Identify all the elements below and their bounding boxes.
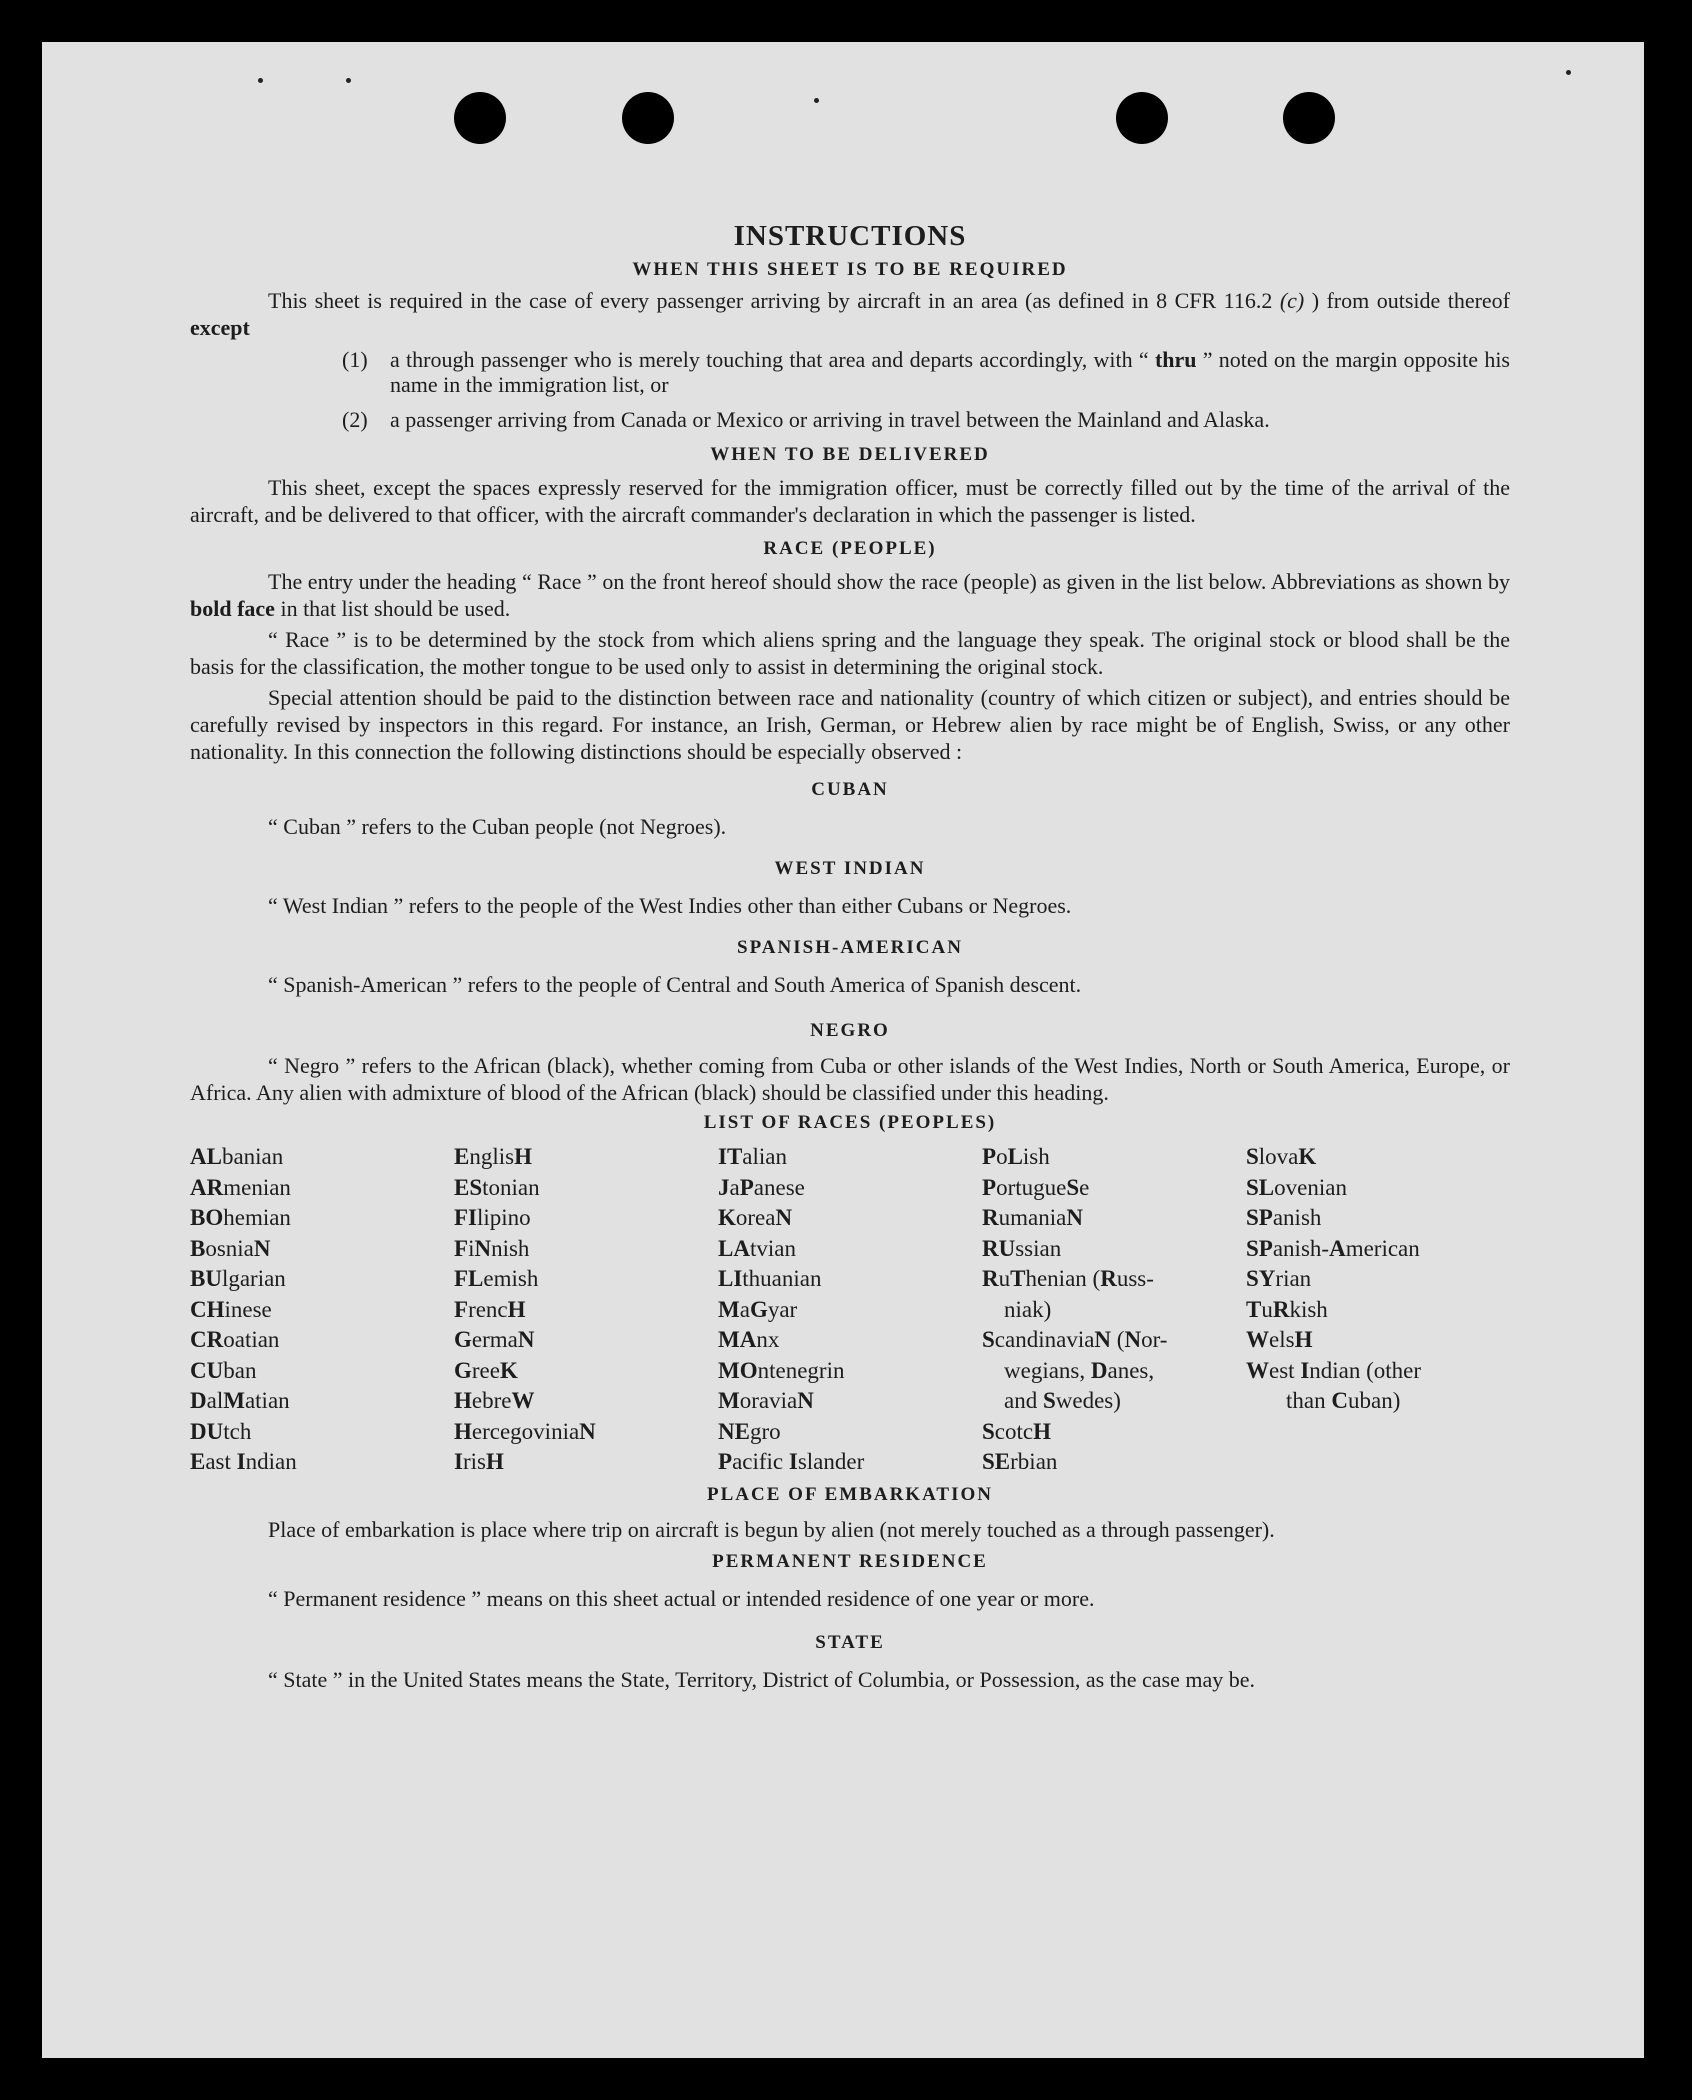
race-item: Pacific Islander [718, 1449, 865, 1474]
race-item: EnglisH [454, 1144, 532, 1169]
section-heading: NEGRO [810, 1020, 890, 1041]
list-item: (2) a passenger arriving from Canada or Mexico or arriving in travel between the Mainland and Alaska. [342, 407, 1270, 432]
list-item: (1) a through passenger who is merely touching that area and departs accordingly, with “ thru ” noted on the margin opposite his name in the immigration list, or [342, 347, 1510, 397]
section-heading: WHEN TO BE DELIVERED [710, 444, 990, 465]
race-item: SlovaK [1246, 1144, 1317, 1169]
race-column [454, 1142, 718, 1478]
section-heading: WEST INDIAN [774, 858, 926, 879]
race-column [190, 1142, 454, 1478]
race-item: DalMatian [190, 1388, 290, 1413]
punch-hole [454, 92, 506, 144]
race-column [982, 1142, 1246, 1478]
paragraph: Place of embarkation is place where trip on aircraft is begun by alien (not merely touched as a through passenger). [268, 1516, 1275, 1542]
page-title: INSTRUCTIONS [733, 220, 967, 252]
race-item: MaGyar [718, 1296, 798, 1322]
race-item: RuThenian (Russ- [982, 1266, 1154, 1291]
race-item: CRoatian [190, 1327, 280, 1352]
race-item: than Cuban) [1286, 1388, 1401, 1413]
paragraph: The entry under the heading “ Race ” on the front hereof should show the race (people) as given in the list below. Abbreviations as shown by bold face in that list should be used. [190, 569, 1510, 621]
race-item: NEgro [718, 1418, 781, 1444]
race-item: PortugueSe [982, 1174, 1090, 1200]
section-heading: CUBAN [811, 779, 889, 800]
race-item: TuRkish [1246, 1296, 1328, 1322]
race-item: HercegoviniaN [454, 1418, 596, 1444]
race-item: BOhemian [190, 1205, 291, 1230]
race-item: SYrian [1246, 1266, 1312, 1291]
paragraph: Special attention should be paid to the distinction between race and nationality (country of which citizen or subject), and entries should be carefully revised by inspectors in this regard. For instance, an Irish, German, or Hebrew alien by race might be of English, Swiss, or any other nationality. In this connection the following distinctions should be especially observed : [190, 685, 1510, 764]
race-item: BUlgarian [190, 1266, 286, 1291]
race-column [1246, 1142, 1510, 1478]
section-heading: RACE (PEOPLE) [763, 538, 937, 559]
race-item: HebreW [454, 1388, 535, 1413]
race-item: niak) [1004, 1296, 1052, 1322]
race-item: FIlipino [454, 1205, 531, 1230]
race-item: SPanish-American [1246, 1235, 1420, 1261]
section-heading: SPANISH-AMERICAN [737, 937, 963, 958]
race-item: ITalian [718, 1144, 787, 1169]
race-item: ScotcH [982, 1418, 1051, 1444]
paragraph: “ State ” in the United States means the State, Territory, District of Columbia, or Possession, as the case may be. [268, 1666, 1256, 1692]
race-item: IrisH [454, 1449, 504, 1474]
section-heading: WHEN THIS SHEET IS TO BE REQUIRED [632, 259, 1068, 280]
paragraph: This sheet is required in the case of every passenger arriving by aircraft in an area (as defined in 8 CFR 116.2 (c) ) from outside thereof except [190, 288, 1511, 340]
race-item: FiNnish [454, 1235, 530, 1261]
race-item: WelsH [1246, 1327, 1313, 1352]
race-item: SLovenian [1246, 1174, 1347, 1200]
race-item: SPanish [1246, 1205, 1322, 1230]
speck [346, 78, 351, 83]
punch-hole [1116, 92, 1168, 144]
race-item: and Swedes) [1004, 1388, 1121, 1413]
paragraph: “ Permanent residence ” means on this sheet actual or intended residence of one year or more. [268, 1585, 1095, 1611]
race-item: JaPanese [718, 1174, 805, 1200]
race-item: wegians, Danes, [1004, 1357, 1155, 1383]
race-item: SErbian [982, 1449, 1058, 1474]
race-item: GreeK [454, 1357, 518, 1383]
race-item: PoLish [982, 1144, 1050, 1169]
race-item: ARmenian [190, 1174, 291, 1200]
race-item: MAnx [718, 1327, 780, 1352]
punch-hole [622, 92, 674, 144]
section-heading: PLACE OF EMBARKATION [707, 1483, 993, 1505]
race-item: ScandinaviaN (Nor- [982, 1327, 1168, 1352]
race-item: MOntenegrin [718, 1357, 845, 1383]
race-item: LIthuanian [718, 1266, 822, 1291]
race-item: MoraviaN [718, 1388, 814, 1413]
paragraph: “ Race ” is to be determined by the stock from which aliens spring and the language they speak. The original stock or blood shall be the basis for the classification, the mother tongue to be used only to assist in determining the original stock. [190, 627, 1510, 679]
document-content [190, 182, 1510, 1693]
race-item: RumaniaN [982, 1205, 1083, 1230]
paragraph: “ Negro ” refers to the African (black), whether coming from Cuba or other islands of the West Indies, North or South America, Europe, or Africa. Any alien with admixture of blood of the African (black) should be classified under this heading. [190, 1053, 1510, 1105]
race-item: FLemish [454, 1266, 539, 1291]
document-sheet [42, 42, 1644, 2058]
race-item: FrencH [454, 1296, 526, 1322]
race-item: EStonian [454, 1174, 540, 1200]
race-column [718, 1142, 982, 1478]
race-item: BosniaN [190, 1235, 271, 1261]
paragraph: This sheet, except the spaces expressly reserved for the immigration officer, must be correctly filled out by the time of the arrival of the aircraft, and be delivered to that officer, with the aircraft commander's declaration in which the passenger is listed. [190, 475, 1510, 527]
race-item: DUtch [190, 1418, 252, 1444]
race-item: ALbanian [190, 1144, 284, 1169]
speck [1566, 70, 1571, 75]
race-item: East Indian [190, 1449, 297, 1474]
race-item: KoreaN [718, 1205, 793, 1230]
race-item: West Indian (other [1246, 1357, 1422, 1383]
race-item: CHinese [190, 1296, 272, 1322]
speck [258, 78, 263, 83]
section-heading: LIST OF RACES (PEOPLES) [703, 1112, 997, 1133]
race-item: RUssian [982, 1235, 1062, 1261]
section-heading: STATE [815, 1631, 885, 1653]
speck [814, 98, 819, 103]
race-item: GermaN [454, 1327, 535, 1352]
punch-hole [1283, 92, 1335, 144]
paragraph: “ West Indian ” refers to the people of the West Indies other than either Cubans or Negroes. [268, 893, 1072, 918]
section-heading: PERMANENT RESIDENCE [712, 1550, 988, 1572]
race-list [190, 1142, 1510, 1478]
race-item: CUban [190, 1357, 257, 1383]
paragraph: “ Cuban ” refers to the Cuban people (not Negroes). [268, 814, 727, 839]
paragraph: “ Spanish-American ” refers to the people of Central and South America of Spanish descent. [268, 972, 1082, 997]
race-item: LAtvian [718, 1235, 796, 1261]
